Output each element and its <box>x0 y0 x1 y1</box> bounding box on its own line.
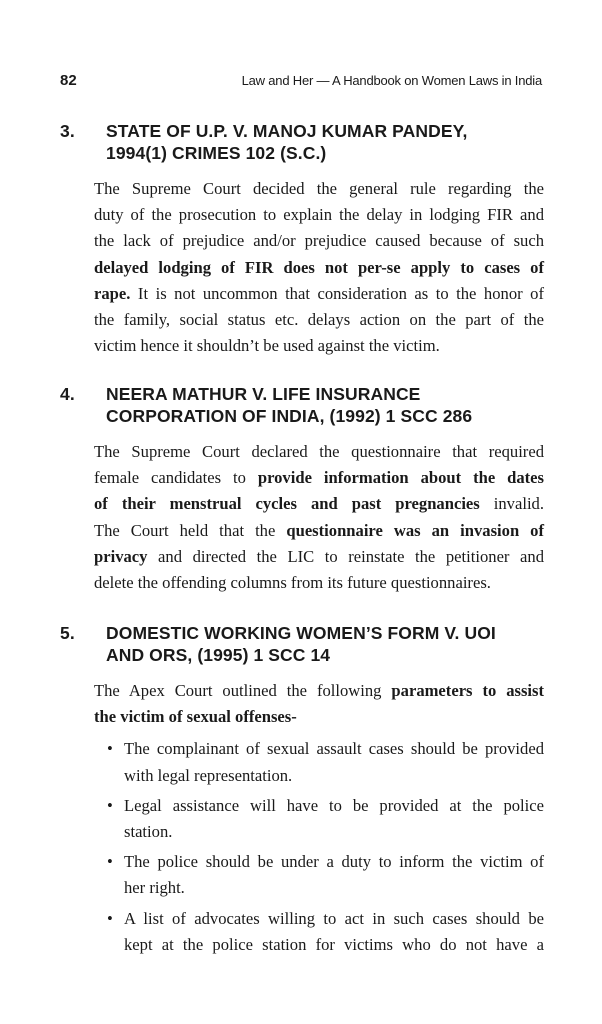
case-title-line: CORPORATION OF INDIA, (1992) 1 SCC 286 <box>106 406 473 426</box>
paragraph-line <box>94 281 544 307</box>
paragraph-line <box>94 228 544 254</box>
paragraph-line <box>94 544 544 570</box>
bold-text: rape. <box>94 283 131 303</box>
case-title-line: DOMESTIC WORKING WOMEN’S FORM V. UOI <box>106 623 496 643</box>
page-header <box>60 72 542 92</box>
text-run: and directed the LIC to reinstate the petitioner and <box>147 546 544 566</box>
parameters-list <box>60 736 544 958</box>
list-item <box>107 849 544 901</box>
paragraph-line <box>94 518 544 544</box>
running-title: Law and Her — A Handbook on Women Laws in India <box>241 73 542 88</box>
case-title-line: NEERA MATHUR V. LIFE INSURANCE <box>106 384 421 404</box>
case-section-3 <box>60 120 544 359</box>
list-item <box>107 793 544 845</box>
text-run: female candidates to <box>94 468 258 488</box>
text-run: It is not uncommon that consideration as to the honor of <box>130 283 544 303</box>
paragraph-line <box>94 333 544 359</box>
text-run: The Apex Court outlined the following <box>94 681 392 700</box>
paragraph-line <box>94 570 544 596</box>
text-run: victim hence it shouldn’t be used against the victim. <box>94 336 440 356</box>
list-item-line: kept at the police station for victims who do not have a <box>124 934 544 954</box>
text-run: delete the offending columns from its future questionnaires. <box>94 573 491 593</box>
paragraph-line <box>94 704 544 730</box>
bold-text: the victim of sexual offenses- <box>94 707 297 727</box>
case-heading <box>60 120 544 164</box>
list-item-line: her right. <box>124 878 185 898</box>
list-item-line: The police should be under a duty to inform the victim of <box>124 852 544 872</box>
paragraph-line <box>94 439 544 465</box>
case-paragraph <box>94 176 544 359</box>
text-run: the family, social status etc. delays action on the part of the <box>94 310 544 330</box>
case-number: 3. <box>60 121 75 141</box>
case-number: 5. <box>60 623 75 643</box>
bullet-icon: • <box>107 795 113 815</box>
list-item <box>107 736 544 788</box>
paragraph-line <box>94 202 544 228</box>
paragraph-line <box>94 176 544 202</box>
case-heading <box>60 383 544 427</box>
case-title-line: 1994(1) CRIMES 102 (S.C.) <box>106 143 327 163</box>
case-paragraph <box>94 678 544 730</box>
bullet-icon: • <box>107 852 113 872</box>
case-number: 4. <box>60 384 75 404</box>
bold-text: questionnaire was an invasion of <box>286 520 545 540</box>
bold-text: of their menstrual cycles and past pregnancies <box>94 494 480 514</box>
list-item-line: with legal representation. <box>124 765 293 785</box>
text-run: the lack of prejudice and/or prejudice caused because of such <box>94 231 544 251</box>
paragraph-line <box>94 255 544 281</box>
case-paragraph <box>94 439 544 596</box>
case-title-line: STATE OF U.P. V. MANOJ KUMAR PANDEY, <box>106 121 468 141</box>
bold-text: provide information about the dates <box>257 468 544 488</box>
bold-text: privacy <box>94 546 148 566</box>
page-number: 82 <box>60 72 77 89</box>
text-run: duty of the prosecution to explain the delay in lodging FIR and <box>94 205 544 225</box>
case-section-5 <box>60 622 544 962</box>
list-item <box>107 906 544 958</box>
paragraph-line <box>94 678 544 704</box>
paragraph-line <box>94 491 544 517</box>
list-item-line: The complainant of sexual assault cases should be provided <box>124 739 544 759</box>
bullet-icon: • <box>107 908 113 928</box>
list-item-line: station. <box>124 822 173 842</box>
list-item-line: A list of advocates willing to act in such cases should be <box>124 908 544 928</box>
text-run: The Supreme Court declared the questionnaire that required <box>94 442 544 461</box>
text-run: The Court held that the <box>94 520 287 540</box>
list-item-line: Legal assistance will have to be provided at the police <box>124 795 544 815</box>
bold-text: parameters to assist <box>391 681 545 700</box>
case-heading <box>60 622 544 666</box>
bullet-icon: • <box>107 739 113 759</box>
text-run: invalid. <box>479 494 545 514</box>
case-section-4 <box>60 383 544 596</box>
paragraph-line <box>94 307 544 333</box>
bold-text: delayed lodging of FIR does not per-se apply to cases of <box>94 257 544 277</box>
paragraph-line <box>94 465 544 491</box>
case-title-line: AND ORS, (1995) 1 SCC 14 <box>106 645 331 665</box>
text-run: The Supreme Court decided the general rule regarding the <box>94 179 544 198</box>
